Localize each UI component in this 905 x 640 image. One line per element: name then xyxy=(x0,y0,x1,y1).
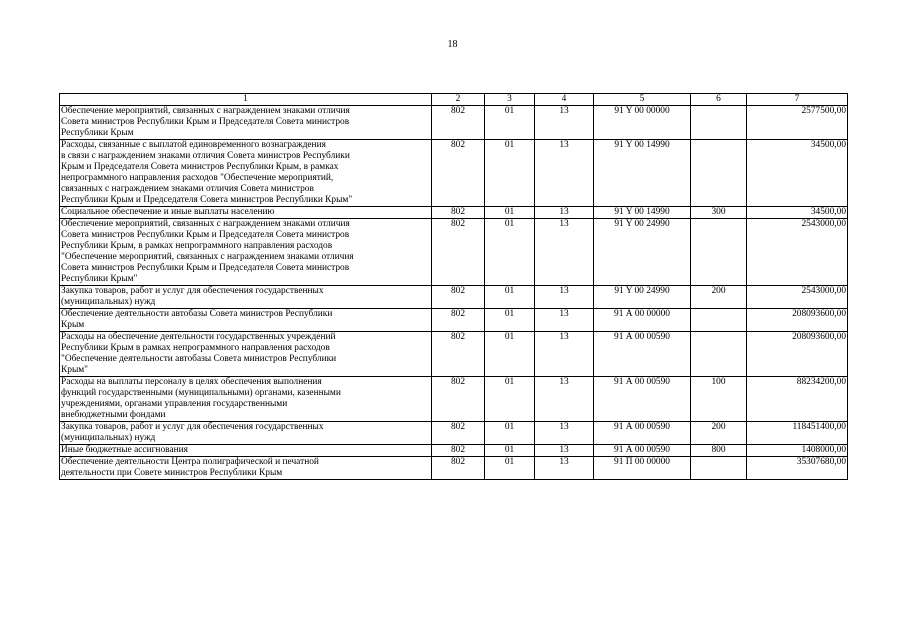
row-amount: 2577500,00 xyxy=(747,106,848,140)
row-name-line: учреждениями, органами управления государственными xyxy=(61,399,288,409)
table-row xyxy=(60,207,848,219)
row-name-line: Закупка товаров, работ и услуг для обеспечения государственных xyxy=(61,286,324,296)
row-name xyxy=(60,422,432,445)
row-expense-type xyxy=(691,140,747,207)
page-number: 18 xyxy=(447,39,458,50)
row-name xyxy=(60,445,432,457)
row-subsection-code: 13 xyxy=(535,457,594,480)
row-subsection-code: 13 xyxy=(535,332,594,377)
row-name-line: Совета министров Республики Крым и Председателя Совета министров xyxy=(61,263,350,273)
row-target-article: 91 Y 00 00000 xyxy=(594,106,691,140)
row-expense-type: 100 xyxy=(691,377,747,422)
row-target-article: 91 Y 00 24990 xyxy=(594,219,691,286)
row-name-line: Расходы на обеспечение деятельности государственных учреждений xyxy=(61,332,336,342)
row-name-line: Расходы на выплаты персоналу в целях обеспечения выполнения xyxy=(61,377,322,387)
row-ved-code: 802 xyxy=(432,140,485,207)
row-section-code: 01 xyxy=(485,309,535,332)
row-name-line: "Обеспечение мероприятий, связанных с награждением знаками отличия xyxy=(61,252,354,262)
header-col-3: 3 xyxy=(485,94,535,106)
table-row xyxy=(60,286,848,309)
row-target-article: 91 А 00 00590 xyxy=(594,377,691,422)
row-name-line: Республики Крым" xyxy=(61,274,138,284)
header-col-4: 4 xyxy=(535,94,594,106)
row-name-line: внебюджетными фондами xyxy=(61,410,166,420)
row-section-code: 01 xyxy=(485,219,535,286)
row-name xyxy=(60,207,432,219)
row-expense-type xyxy=(691,457,747,480)
row-name xyxy=(60,106,432,140)
row-ved-code: 802 xyxy=(432,106,485,140)
row-name xyxy=(60,332,432,377)
row-name-line: Обеспечение деятельности Центра полиграфической и печатной xyxy=(61,457,319,467)
budget-table xyxy=(59,93,848,480)
row-subsection-code: 13 xyxy=(535,207,594,219)
row-name-line: "Обеспечение деятельности автобазы Совета министров Республики xyxy=(61,354,337,364)
row-section-code: 01 xyxy=(485,207,535,219)
row-amount: 88234200,00 xyxy=(747,377,848,422)
row-name-line: непрограммного направления расходов "Обеспечение мероприятий, xyxy=(61,173,334,183)
row-subsection-code: 13 xyxy=(535,445,594,457)
row-amount: 34500,00 xyxy=(747,207,848,219)
table-row xyxy=(60,445,848,457)
row-name-line: Республики Крым, в рамках непрограммного направления расходов xyxy=(61,241,333,251)
row-subsection-code: 13 xyxy=(535,106,594,140)
row-name xyxy=(60,377,432,422)
table-row xyxy=(60,377,848,422)
row-ved-code: 802 xyxy=(432,457,485,480)
row-amount: 35307680,00 xyxy=(747,457,848,480)
row-section-code: 01 xyxy=(485,422,535,445)
row-ved-code: 802 xyxy=(432,332,485,377)
row-amount: 208093600,00 xyxy=(747,332,848,377)
row-subsection-code: 13 xyxy=(535,422,594,445)
row-subsection-code: 13 xyxy=(535,377,594,422)
row-subsection-code: 13 xyxy=(535,309,594,332)
row-name-line: Иные бюджетные ассигнования xyxy=(61,445,188,455)
header-col-5: 5 xyxy=(594,94,691,106)
row-name-line: деятельности при Совете министров Республики Крым xyxy=(61,468,283,478)
row-target-article: 91 Y 00 14990 xyxy=(594,140,691,207)
row-name-line: (муниципальных) нужд xyxy=(61,297,156,307)
table-row xyxy=(60,422,848,445)
row-name-line: связанных с награждением знаками отличия Совета министров xyxy=(61,184,314,194)
row-name-line: Обеспечение мероприятий, связанных с награждением знаками отличия xyxy=(61,219,350,229)
row-target-article: 91 А 00 00590 xyxy=(594,445,691,457)
table-row xyxy=(60,140,848,207)
row-expense-type: 200 xyxy=(691,286,747,309)
row-name-line: Обеспечение деятельности автобазы Совета министров Республики xyxy=(61,309,333,319)
row-section-code: 01 xyxy=(485,286,535,309)
row-ved-code: 802 xyxy=(432,445,485,457)
row-name xyxy=(60,219,432,286)
row-name-line: Республики Крым в рамках непрограммного направления расходов xyxy=(61,343,330,353)
row-ved-code: 802 xyxy=(432,219,485,286)
row-name-line: (муниципальных) нужд xyxy=(61,433,156,443)
row-section-code: 01 xyxy=(485,445,535,457)
row-section-code: 01 xyxy=(485,140,535,207)
row-name-line: в связи с награждением знаками отличия Совета министров Республики xyxy=(61,151,350,161)
row-name xyxy=(60,309,432,332)
row-name xyxy=(60,140,432,207)
row-subsection-code: 13 xyxy=(535,286,594,309)
row-name-line: Республики Крым и Председателя Совета министров Республики Крым" xyxy=(61,195,353,205)
row-ved-code: 802 xyxy=(432,422,485,445)
row-expense-type xyxy=(691,332,747,377)
row-amount: 34500,00 xyxy=(747,140,848,207)
row-amount: 2543000,00 xyxy=(747,219,848,286)
row-amount: 208093600,00 xyxy=(747,309,848,332)
row-section-code: 01 xyxy=(485,457,535,480)
row-name-line: Крым и Председателя Совета министров Республики Крым, в рамках xyxy=(61,162,339,172)
row-section-code: 01 xyxy=(485,106,535,140)
row-subsection-code: 13 xyxy=(535,140,594,207)
header-col-7: 7 xyxy=(747,94,848,106)
row-section-code: 01 xyxy=(485,332,535,377)
row-target-article: 91 Y 00 24990 xyxy=(594,286,691,309)
row-name-line: Республики Крым xyxy=(61,128,134,138)
row-amount: 2543000,00 xyxy=(747,286,848,309)
row-expense-type xyxy=(691,106,747,140)
row-subsection-code: 13 xyxy=(535,219,594,286)
row-name-line: Крым" xyxy=(61,365,88,375)
table-row xyxy=(60,457,848,480)
row-name-line: Крым xyxy=(61,320,85,330)
row-name-line: Совета министров Республики Крым и Председателя Совета министров xyxy=(61,230,350,240)
row-target-article: 91 А 00 00000 xyxy=(594,309,691,332)
row-amount: 1408000,00 xyxy=(747,445,848,457)
row-expense-type: 300 xyxy=(691,207,747,219)
row-expense-type: 800 xyxy=(691,445,747,457)
row-ved-code: 802 xyxy=(432,377,485,422)
row-name-line: Расходы, связанные с выплатой единовременного вознаграждения xyxy=(61,140,326,150)
row-name xyxy=(60,286,432,309)
row-expense-type xyxy=(691,219,747,286)
header-row xyxy=(60,94,848,106)
row-name-line: Совета министров Республики Крым и Председателя Совета министров xyxy=(61,117,350,127)
row-ved-code: 802 xyxy=(432,309,485,332)
row-section-code: 01 xyxy=(485,377,535,422)
row-name-line: Обеспечение мероприятий, связанных с награждением знаками отличия xyxy=(61,106,350,116)
table-row xyxy=(60,309,848,332)
table-row xyxy=(60,332,848,377)
row-expense-type xyxy=(691,309,747,332)
row-target-article: 91 Y 00 14990 xyxy=(594,207,691,219)
table-row xyxy=(60,106,848,140)
row-target-article: 91 А 00 00590 xyxy=(594,422,691,445)
row-name-line: Закупка товаров, работ и услуг для обеспечения государственных xyxy=(61,422,324,432)
row-name xyxy=(60,457,432,480)
row-target-article: 91 П 00 00000 xyxy=(594,457,691,480)
row-name-line: функций государственными (муниципальными) органами, казенными xyxy=(61,388,341,398)
header-col-1: 1 xyxy=(60,94,432,106)
header-col-6: 6 xyxy=(691,94,747,106)
row-target-article: 91 А 00 00590 xyxy=(594,332,691,377)
header-col-2: 2 xyxy=(432,94,485,106)
row-expense-type: 200 xyxy=(691,422,747,445)
row-amount: 118451400,00 xyxy=(747,422,848,445)
row-ved-code: 802 xyxy=(432,286,485,309)
table-row xyxy=(60,219,848,286)
row-name-line: Социальное обеспечение и иные выплаты населению xyxy=(61,207,275,217)
row-ved-code: 802 xyxy=(432,207,485,219)
